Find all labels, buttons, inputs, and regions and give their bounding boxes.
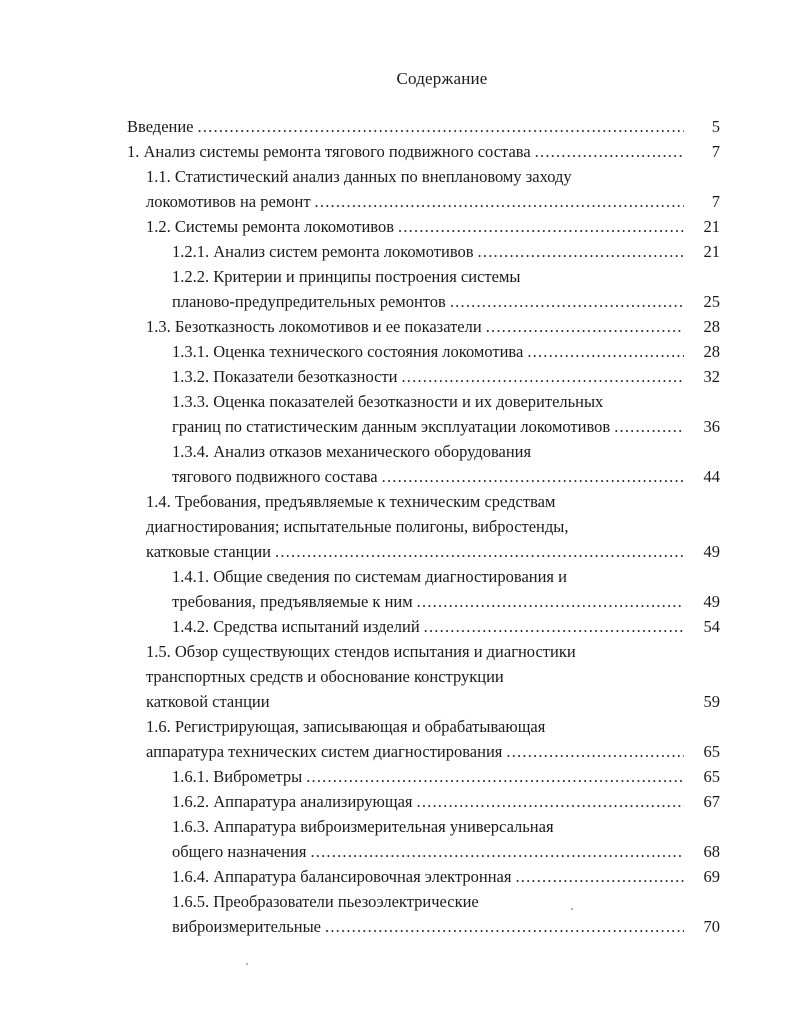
toc-entry-text: диагностирования; испытательные полигоны, вибростенды, [146, 517, 569, 536]
toc-page-number: 7 [711, 192, 720, 211]
toc-line [172, 265, 520, 289]
toc-page-number: 44 [703, 467, 720, 486]
toc-line [172, 365, 720, 389]
toc-line [146, 540, 720, 564]
toc-page-number: 25 [703, 292, 720, 311]
toc-line [172, 290, 720, 314]
toc-entry-text: 1.2. Системы ремонта локомотивов [146, 217, 395, 236]
toc-line [146, 215, 720, 239]
toc-page-number: 67 [703, 792, 720, 811]
dot-leader [614, 415, 684, 439]
toc-entry-text: 1.6.5. Преобразователи пьезоэлектрические [172, 892, 479, 911]
scan-speck [571, 908, 573, 910]
dot-leader [275, 540, 684, 564]
toc-line [172, 240, 720, 264]
dot-leader [401, 365, 684, 389]
toc-line [172, 790, 720, 814]
toc-page-number: 32 [703, 367, 720, 386]
toc-entry-text: аппаратура технических систем диагностирования [146, 742, 503, 761]
toc-line [146, 715, 545, 739]
toc-entry-text: 1.3.4. Анализ отказов механического оборудования [172, 442, 532, 461]
toc-page-number: 49 [703, 542, 720, 561]
toc-entry-text: 1.6. Регистрирующая, записывающая и обрабатывающая [146, 717, 546, 736]
toc-entry-text: требования, предъявляемые к ним [172, 592, 413, 611]
dot-leader [306, 765, 684, 789]
toc-entry-text: тягового подвижного состава [172, 467, 378, 486]
toc-entry-text: 1.4. Требования, предъявляемые к техническим средствам [146, 492, 556, 511]
toc-entry-text: локомотивов на ремонт [146, 192, 311, 211]
toc-entry-text: планово-предупредительных ремонтов [172, 292, 446, 311]
dot-leader [325, 915, 684, 939]
toc-line [172, 815, 554, 839]
toc-line [172, 415, 720, 439]
toc-entry-text: 1.6.3. Аппаратура виброизмерительная универсальная [172, 817, 554, 836]
dot-leader [515, 865, 684, 889]
toc-line [127, 115, 720, 139]
toc-entry-text: 1.5. Обзор существующих стендов испытания и диагностики [146, 642, 576, 661]
toc-entry-text: 1.4.1. Общие сведения по системам диагностирования и [172, 567, 567, 586]
toc-entry-text: 1.1. Статистический анализ данных по внеплановому заходу [146, 167, 572, 186]
dot-leader [398, 215, 684, 239]
dot-leader [486, 315, 684, 339]
toc-page-number: 59 [703, 692, 720, 711]
dot-leader [198, 115, 684, 139]
toc-line [146, 165, 572, 189]
toc-line [172, 465, 720, 489]
dot-leader [478, 240, 684, 264]
dot-leader [382, 465, 684, 489]
toc-entry-text: Введение [127, 117, 194, 136]
toc-page-number: 65 [703, 742, 720, 761]
toc-entry-text: транспортных средств и обоснование конструкции [146, 667, 504, 686]
toc-entry-text: 1.3.2. Показатели безотказности [172, 367, 398, 386]
toc-page-number: 28 [703, 342, 720, 361]
dot-leader [527, 340, 684, 364]
toc-page-number: 28 [703, 317, 720, 336]
toc-line [146, 640, 576, 664]
toc-page-number: 49 [703, 592, 720, 611]
toc-page-number: 36 [703, 417, 720, 436]
toc-line [172, 390, 603, 414]
toc-entry-text: 1.2.2. Критерии и принципы построения системы [172, 267, 521, 286]
toc-line [172, 865, 720, 889]
dot-leader [535, 140, 684, 164]
toc-entry-text: границ по статистическим данным эксплуатации локомотивов [172, 417, 611, 436]
toc-line [172, 340, 720, 364]
toc-entry-text: катковой станции [146, 692, 270, 711]
dot-leader [310, 840, 684, 864]
toc-line [146, 190, 720, 214]
toc-line [172, 915, 720, 939]
toc-page-number: 7 [711, 142, 720, 161]
page-title: Содержание [396, 69, 488, 88]
toc-entry-text: виброизмерительные [172, 917, 322, 936]
toc-entry-text: 1.3.1. Оценка технического состояния локомотива [172, 342, 524, 361]
toc-entry-text: 1.6.2. Аппаратура анализирующая [172, 792, 413, 811]
toc-line [172, 765, 720, 789]
dot-leader [506, 740, 684, 764]
toc-line [172, 890, 479, 914]
toc-line [172, 590, 720, 614]
toc-entry-text: катковые станции [146, 542, 272, 561]
toc-line [146, 690, 720, 714]
toc-line [172, 565, 567, 589]
dot-leader [417, 590, 684, 614]
toc-line [172, 615, 720, 639]
toc-page-number: 21 [703, 242, 720, 261]
toc-page-number: 54 [703, 617, 720, 636]
toc-page-number: 70 [703, 917, 720, 936]
scan-speck [246, 963, 248, 965]
toc-line [146, 315, 720, 339]
toc-page-number: 68 [703, 842, 720, 861]
toc-page-number: 65 [703, 767, 720, 786]
toc-entry-text: 1.2.1. Анализ систем ремонта локомотивов [172, 242, 474, 261]
toc-entry-text: 1.3.3. Оценка показателей безотказности и их доверительных [172, 392, 604, 411]
dot-leader [424, 615, 684, 639]
toc-line [146, 740, 720, 764]
toc-entry-text: 1. Анализ системы ремонта тягового подвижного состава [127, 142, 531, 161]
toc-page-number: 69 [703, 867, 720, 886]
toc-line [146, 665, 504, 689]
toc-line [127, 140, 720, 164]
toc-entry-text: 1.4.2. Средства испытаний изделий [172, 617, 420, 636]
toc-line [172, 840, 720, 864]
dot-leader [450, 290, 684, 314]
toc-page-number: 21 [703, 217, 720, 236]
toc-line [146, 490, 555, 514]
dot-leader [315, 190, 684, 214]
toc-line [172, 440, 531, 464]
toc-entry-text: 1.3. Безотказность локомотивов и ее показатели [146, 317, 482, 336]
toc-line [146, 515, 568, 539]
toc-entry-text: 1.6.1. Виброметры [172, 767, 303, 786]
toc-page-number: 5 [711, 117, 720, 136]
toc-entry-text: 1.6.4. Аппаратура балансировочная электронная [172, 867, 512, 886]
toc-entry-text: общего назначения [172, 842, 307, 861]
dot-leader [417, 790, 685, 814]
